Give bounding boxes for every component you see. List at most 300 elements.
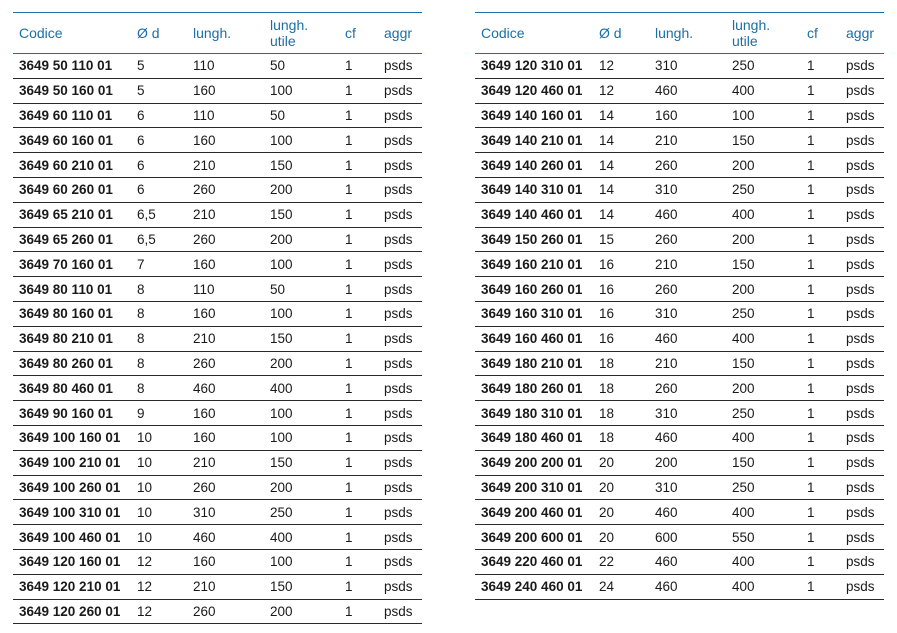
cell-cf: 1 (339, 54, 378, 79)
cell-diameter: 18 (593, 425, 649, 450)
cell-useful-length: 50 (264, 54, 339, 79)
cell-aggr: psds (840, 450, 884, 475)
table-row (475, 103, 884, 128)
cell-cf: 1 (801, 475, 840, 500)
table-body (475, 54, 884, 600)
cell-useful-length: 100 (264, 301, 339, 326)
cell-diameter: 12 (593, 78, 649, 103)
cell-code: 3649 100 460 01 (13, 525, 131, 550)
cell-cf: 1 (339, 450, 378, 475)
cell-aggr: psds (378, 153, 422, 178)
cell-useful-length: 250 (726, 401, 801, 426)
cell-cf: 1 (801, 376, 840, 401)
cell-diameter: 10 (131, 425, 187, 450)
cell-code: 3649 180 460 01 (475, 425, 593, 450)
cell-length: 110 (187, 103, 264, 128)
cell-aggr: psds (378, 599, 422, 624)
cell-cf: 1 (801, 128, 840, 153)
header-row (475, 13, 884, 54)
table-row (13, 227, 422, 252)
cell-aggr: psds (840, 128, 884, 153)
cell-diameter: 5 (131, 78, 187, 103)
cell-diameter: 12 (593, 54, 649, 79)
cell-length: 310 (649, 177, 726, 202)
header-aggr: aggr (384, 25, 413, 41)
header-cf: cf (345, 25, 356, 41)
cell-aggr: psds (378, 376, 422, 401)
cell-length: 210 (187, 153, 264, 178)
cell-length: 460 (649, 549, 726, 574)
table-row (13, 78, 422, 103)
cell-useful-length: 100 (264, 425, 339, 450)
cell-cf: 1 (339, 525, 378, 550)
table-row (475, 425, 884, 450)
table-row (475, 252, 884, 277)
cell-useful-length: 400 (726, 500, 801, 525)
table-row (475, 401, 884, 426)
cell-cf: 1 (339, 227, 378, 252)
cell-diameter: 16 (593, 301, 649, 326)
cell-cf: 1 (801, 525, 840, 550)
header-codice: Codice (19, 25, 63, 41)
cell-aggr: psds (378, 252, 422, 277)
cell-cf: 1 (801, 401, 840, 426)
cell-diameter: 16 (593, 277, 649, 302)
cell-diameter: 10 (131, 450, 187, 475)
table-row (475, 128, 884, 153)
cell-length: 260 (649, 227, 726, 252)
cell-diameter: 8 (131, 326, 187, 351)
cell-code: 3649 100 160 01 (13, 425, 131, 450)
cell-useful-length: 150 (726, 450, 801, 475)
table-row (475, 202, 884, 227)
table-row (13, 525, 422, 550)
cell-length: 210 (187, 326, 264, 351)
cell-code: 3649 150 260 01 (475, 227, 593, 252)
cell-code: 3649 140 210 01 (475, 128, 593, 153)
table-row (13, 103, 422, 128)
cell-useful-length: 400 (726, 78, 801, 103)
cell-diameter: 5 (131, 54, 187, 79)
cell-diameter: 6 (131, 177, 187, 202)
cell-diameter: 10 (131, 475, 187, 500)
cell-aggr: psds (378, 326, 422, 351)
cell-useful-length: 150 (264, 574, 339, 599)
table-row (475, 78, 884, 103)
cell-diameter: 16 (593, 252, 649, 277)
cell-useful-length: 200 (264, 177, 339, 202)
cell-cf: 1 (339, 549, 378, 574)
cell-length: 460 (187, 376, 264, 401)
table-header (13, 13, 422, 54)
cell-diameter: 8 (131, 376, 187, 401)
cell-diameter: 6,5 (131, 202, 187, 227)
cell-cf: 1 (339, 252, 378, 277)
cell-cf: 1 (801, 450, 840, 475)
cell-length: 160 (187, 252, 264, 277)
cell-cf: 1 (801, 574, 840, 599)
table-row (475, 54, 884, 79)
cell-useful-length: 150 (726, 351, 801, 376)
cell-useful-length: 150 (264, 153, 339, 178)
cell-aggr: psds (840, 574, 884, 599)
cell-cf: 1 (801, 425, 840, 450)
cell-useful-length: 400 (264, 376, 339, 401)
cell-length: 260 (649, 153, 726, 178)
cell-aggr: psds (840, 525, 884, 550)
cell-length: 600 (649, 525, 726, 550)
cell-code: 3649 100 310 01 (13, 500, 131, 525)
cell-length: 260 (187, 227, 264, 252)
table-row (13, 277, 422, 302)
cell-code: 3649 200 600 01 (475, 525, 593, 550)
cell-useful-length: 50 (264, 103, 339, 128)
cell-code: 3649 140 260 01 (475, 153, 593, 178)
cell-aggr: psds (840, 78, 884, 103)
cell-aggr: psds (378, 549, 422, 574)
table-row (475, 574, 884, 599)
cell-cf: 1 (339, 153, 378, 178)
cell-aggr: psds (840, 103, 884, 128)
table-row (13, 54, 422, 79)
cell-diameter: 14 (593, 128, 649, 153)
header-aggr: aggr (846, 25, 875, 41)
cell-code: 3649 120 160 01 (13, 549, 131, 574)
cell-aggr: psds (840, 351, 884, 376)
cell-cf: 1 (801, 177, 840, 202)
table-row (475, 301, 884, 326)
table-row (13, 252, 422, 277)
cell-aggr: psds (840, 54, 884, 79)
cell-cf: 1 (339, 177, 378, 202)
cell-cf: 1 (801, 351, 840, 376)
table-row (13, 401, 422, 426)
table-row (475, 475, 884, 500)
header-codice: Codice (481, 25, 525, 41)
cell-cf: 1 (801, 54, 840, 79)
cell-code: 3649 80 110 01 (13, 277, 131, 302)
cell-cf: 1 (801, 78, 840, 103)
cell-useful-length: 250 (726, 301, 801, 326)
table-row (475, 525, 884, 550)
cell-useful-length: 400 (264, 525, 339, 550)
cell-useful-length: 100 (726, 103, 801, 128)
cell-length: 310 (649, 301, 726, 326)
table-row (475, 277, 884, 302)
cell-diameter: 18 (593, 376, 649, 401)
cell-aggr: psds (378, 450, 422, 475)
cell-diameter: 6 (131, 103, 187, 128)
cell-cf: 1 (339, 202, 378, 227)
cell-useful-length: 150 (264, 450, 339, 475)
cell-useful-length: 150 (726, 252, 801, 277)
cell-code: 3649 60 260 01 (13, 177, 131, 202)
cell-aggr: psds (378, 425, 422, 450)
cell-useful-length: 200 (264, 475, 339, 500)
cell-useful-length: 200 (264, 351, 339, 376)
cell-aggr: psds (840, 202, 884, 227)
cell-useful-length: 150 (264, 326, 339, 351)
cell-useful-length: 50 (264, 277, 339, 302)
cell-diameter: 18 (593, 351, 649, 376)
cell-code: 3649 140 460 01 (475, 202, 593, 227)
cell-diameter: 14 (593, 153, 649, 178)
cell-aggr: psds (840, 252, 884, 277)
cell-length: 160 (187, 301, 264, 326)
cell-useful-length: 200 (726, 277, 801, 302)
cell-code: 3649 180 310 01 (475, 401, 593, 426)
cell-useful-length: 200 (264, 227, 339, 252)
header-diameter: Ø d (137, 25, 160, 41)
cell-aggr: psds (378, 78, 422, 103)
cell-cf: 1 (339, 351, 378, 376)
cell-cf: 1 (339, 475, 378, 500)
cell-code: 3649 65 260 01 (13, 227, 131, 252)
cell-length: 160 (187, 128, 264, 153)
cell-useful-length: 400 (726, 574, 801, 599)
cell-aggr: psds (378, 277, 422, 302)
cell-cf: 1 (801, 500, 840, 525)
cell-code: 3649 80 460 01 (13, 376, 131, 401)
cell-code: 3649 90 160 01 (13, 401, 131, 426)
table-row (475, 326, 884, 351)
cell-cf: 1 (339, 401, 378, 426)
cell-code: 3649 50 160 01 (13, 78, 131, 103)
cell-diameter: 24 (593, 574, 649, 599)
cell-diameter: 14 (593, 177, 649, 202)
cell-code: 3649 120 210 01 (13, 574, 131, 599)
cell-length: 310 (649, 401, 726, 426)
cell-useful-length: 100 (264, 549, 339, 574)
header-row (13, 13, 422, 54)
cell-aggr: psds (378, 128, 422, 153)
cell-aggr: psds (840, 475, 884, 500)
cell-useful-length: 250 (726, 54, 801, 79)
cell-code: 3649 220 460 01 (475, 549, 593, 574)
cell-aggr: psds (840, 177, 884, 202)
cell-diameter: 12 (131, 549, 187, 574)
cell-cf: 1 (801, 252, 840, 277)
cell-aggr: psds (378, 54, 422, 79)
product-table-left (13, 12, 422, 624)
cell-aggr: psds (378, 103, 422, 128)
cell-code: 3649 200 200 01 (475, 450, 593, 475)
cell-code: 3649 160 460 01 (475, 326, 593, 351)
cell-aggr: psds (378, 202, 422, 227)
header-cf: cf (807, 25, 818, 41)
cell-aggr: psds (840, 425, 884, 450)
cell-useful-length: 400 (726, 326, 801, 351)
cell-code: 3649 240 460 01 (475, 574, 593, 599)
cell-code: 3649 50 110 01 (13, 54, 131, 79)
cell-aggr: psds (378, 500, 422, 525)
cell-length: 460 (649, 202, 726, 227)
cell-code: 3649 60 160 01 (13, 128, 131, 153)
cell-aggr: psds (840, 500, 884, 525)
cell-code: 3649 80 160 01 (13, 301, 131, 326)
cell-diameter: 7 (131, 252, 187, 277)
cell-length: 260 (649, 277, 726, 302)
cell-cf: 1 (801, 202, 840, 227)
cell-length: 260 (187, 351, 264, 376)
cell-code: 3649 180 260 01 (475, 376, 593, 401)
cell-aggr: psds (378, 574, 422, 599)
cell-useful-length: 250 (264, 500, 339, 525)
cell-useful-length: 100 (264, 128, 339, 153)
cell-cf: 1 (339, 301, 378, 326)
cell-aggr: psds (840, 401, 884, 426)
cell-length: 310 (649, 54, 726, 79)
table-row (13, 153, 422, 178)
cell-length: 460 (649, 425, 726, 450)
cell-diameter: 6 (131, 153, 187, 178)
table-row (475, 549, 884, 574)
cell-code: 3649 120 310 01 (475, 54, 593, 79)
cell-diameter: 20 (593, 450, 649, 475)
cell-code: 3649 80 210 01 (13, 326, 131, 351)
cell-diameter: 10 (131, 500, 187, 525)
table-row (13, 202, 422, 227)
product-table-right (475, 12, 884, 600)
cell-diameter: 14 (593, 202, 649, 227)
table-header (475, 13, 884, 54)
table-row (13, 450, 422, 475)
cell-cf: 1 (339, 425, 378, 450)
cell-code: 3649 100 210 01 (13, 450, 131, 475)
cell-aggr: psds (378, 301, 422, 326)
cell-cf: 1 (339, 500, 378, 525)
cell-useful-length: 400 (726, 549, 801, 574)
cell-cf: 1 (339, 376, 378, 401)
cell-useful-length: 250 (726, 475, 801, 500)
cell-diameter: 8 (131, 351, 187, 376)
table-row (13, 425, 422, 450)
cell-length: 110 (187, 277, 264, 302)
cell-cf: 1 (801, 103, 840, 128)
table-row (475, 153, 884, 178)
cell-aggr: psds (378, 177, 422, 202)
cell-diameter: 15 (593, 227, 649, 252)
cell-aggr: psds (840, 376, 884, 401)
cell-cf: 1 (339, 78, 378, 103)
cell-code: 3649 60 210 01 (13, 153, 131, 178)
cell-cf: 1 (801, 153, 840, 178)
cell-aggr: psds (378, 525, 422, 550)
cell-cf: 1 (801, 549, 840, 574)
table-row (475, 177, 884, 202)
table-row (13, 177, 422, 202)
cell-code: 3649 140 310 01 (475, 177, 593, 202)
header-diameter: Ø d (599, 25, 622, 41)
cell-code: 3649 160 310 01 (475, 301, 593, 326)
cell-code: 3649 70 160 01 (13, 252, 131, 277)
cell-diameter: 14 (593, 103, 649, 128)
table-row (13, 351, 422, 376)
cell-diameter: 8 (131, 277, 187, 302)
cell-diameter: 12 (131, 574, 187, 599)
cell-code: 3649 160 210 01 (475, 252, 593, 277)
header-useful-length: lungh. utile (270, 17, 309, 49)
cell-diameter: 20 (593, 525, 649, 550)
cell-length: 210 (649, 252, 726, 277)
table-row (13, 128, 422, 153)
table-row (475, 227, 884, 252)
cell-aggr: psds (840, 277, 884, 302)
table-body (13, 54, 422, 624)
cell-cf: 1 (801, 326, 840, 351)
cell-code: 3649 120 460 01 (475, 78, 593, 103)
cell-cf: 1 (339, 128, 378, 153)
cell-length: 210 (649, 128, 726, 153)
cell-code: 3649 160 260 01 (475, 277, 593, 302)
cell-aggr: psds (840, 326, 884, 351)
cell-useful-length: 400 (726, 425, 801, 450)
cell-code: 3649 180 210 01 (475, 351, 593, 376)
header-length: lungh. (655, 25, 694, 41)
cell-length: 160 (649, 103, 726, 128)
cell-aggr: psds (840, 549, 884, 574)
table-row (475, 450, 884, 475)
cell-length: 460 (649, 326, 726, 351)
cell-diameter: 18 (593, 401, 649, 426)
cell-useful-length: 100 (264, 78, 339, 103)
cell-aggr: psds (378, 227, 422, 252)
cell-code: 3649 65 210 01 (13, 202, 131, 227)
table-row (13, 549, 422, 574)
cell-length: 110 (187, 54, 264, 79)
cell-cf: 1 (339, 574, 378, 599)
cell-useful-length: 100 (264, 252, 339, 277)
cell-aggr: psds (840, 153, 884, 178)
table-row (475, 351, 884, 376)
cell-aggr: psds (378, 475, 422, 500)
table-row (475, 376, 884, 401)
cell-useful-length: 200 (726, 227, 801, 252)
cell-length: 160 (187, 549, 264, 574)
cell-length: 210 (187, 450, 264, 475)
cell-cf: 1 (801, 227, 840, 252)
cell-length: 460 (187, 525, 264, 550)
cell-cf: 1 (339, 326, 378, 351)
cell-length: 160 (187, 401, 264, 426)
cell-length: 260 (187, 177, 264, 202)
cell-length: 160 (187, 425, 264, 450)
cell-diameter: 6 (131, 128, 187, 153)
cell-useful-length: 150 (726, 128, 801, 153)
cell-diameter: 20 (593, 475, 649, 500)
cell-aggr: psds (840, 301, 884, 326)
cell-code: 3649 80 260 01 (13, 351, 131, 376)
table-row (13, 475, 422, 500)
cell-length: 460 (649, 574, 726, 599)
cell-diameter: 6,5 (131, 227, 187, 252)
cell-length: 460 (649, 500, 726, 525)
table-row (13, 326, 422, 351)
header-length: lungh. (193, 25, 232, 41)
cell-code: 3649 60 110 01 (13, 103, 131, 128)
cell-length: 260 (187, 475, 264, 500)
cell-length: 310 (187, 500, 264, 525)
cell-cf: 1 (801, 277, 840, 302)
cell-useful-length: 100 (264, 401, 339, 426)
cell-cf: 1 (339, 103, 378, 128)
cell-aggr: psds (378, 401, 422, 426)
cell-diameter: 8 (131, 301, 187, 326)
cell-code: 3649 100 260 01 (13, 475, 131, 500)
cell-length: 210 (649, 351, 726, 376)
cell-code: 3649 200 310 01 (475, 475, 593, 500)
cell-cf: 1 (339, 277, 378, 302)
